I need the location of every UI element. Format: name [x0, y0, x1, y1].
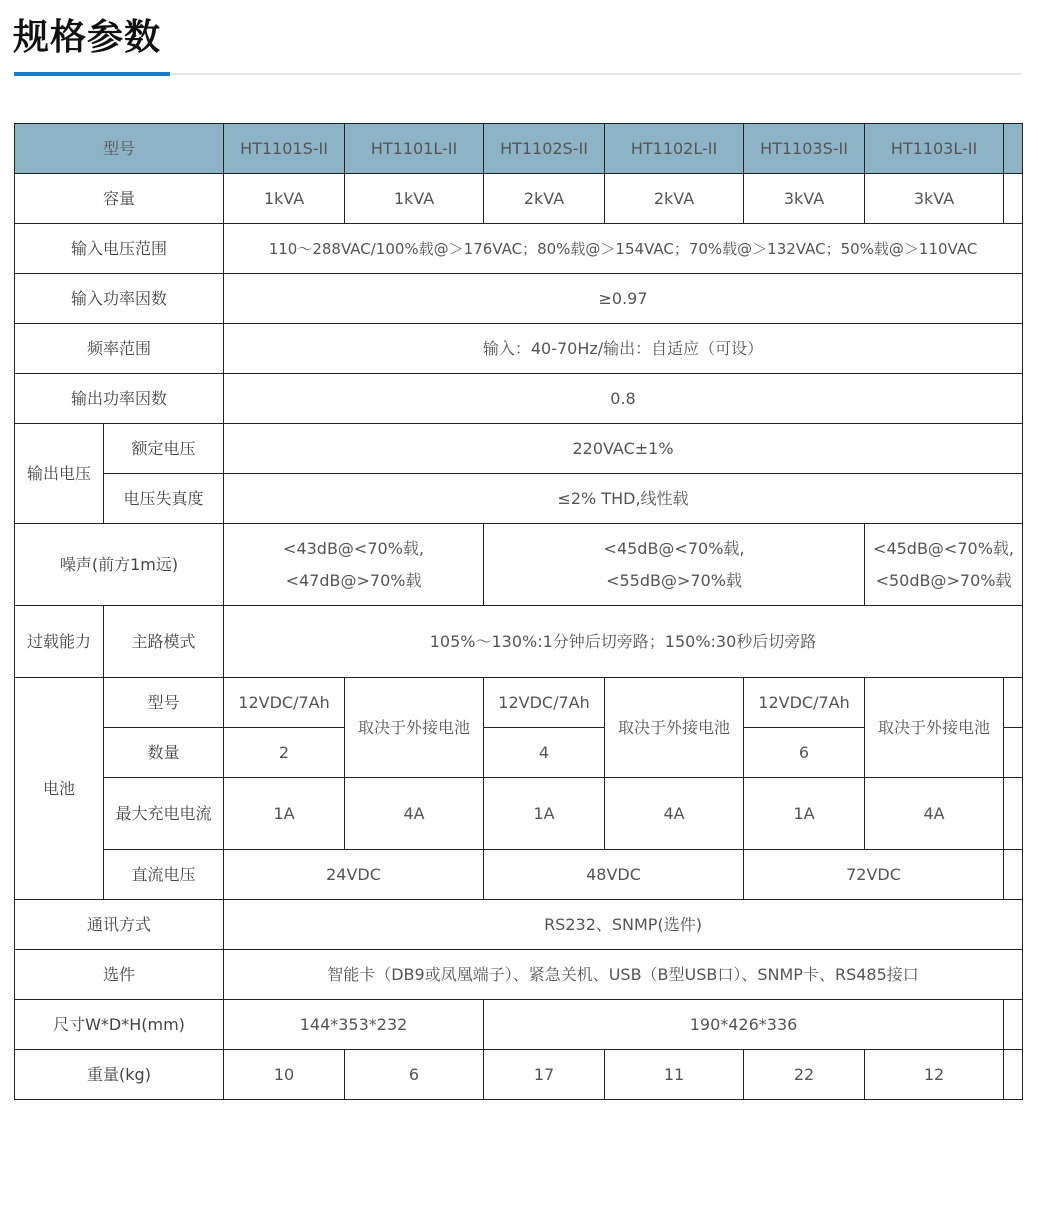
noise-cell	[224, 524, 484, 606]
noise-cell	[865, 524, 1023, 606]
size-cell: 144*353*232	[224, 1000, 484, 1050]
table-row	[15, 424, 1023, 474]
table-row	[15, 524, 1023, 606]
table-row	[15, 174, 1023, 224]
capacity-cell: 3kVA	[744, 174, 865, 224]
page-title: 规格参数	[13, 17, 162, 58]
row-label: 额定电压	[104, 424, 224, 474]
row-label: 直流电压	[104, 850, 224, 900]
row-group-label: 过载能力	[15, 606, 104, 678]
weight-cell: 10	[224, 1050, 345, 1100]
battery-qty-cell: 2	[224, 728, 345, 778]
spacer-cell	[1004, 1050, 1023, 1100]
row-label: 噪声(前方1m远)	[15, 524, 224, 606]
model-header: HT1101L-II	[345, 124, 484, 174]
noise-line: <43dB@<70%载,	[283, 538, 424, 558]
capacity-cell: 3kVA	[865, 174, 1004, 224]
table-row	[15, 606, 1023, 678]
row-label: 输出功率因数	[15, 374, 224, 424]
row-label: 主路模式	[104, 606, 224, 678]
capacity-cell: 2kVA	[605, 174, 744, 224]
charge-cell: 1A	[484, 778, 605, 850]
charge-cell: 4A	[605, 778, 744, 850]
weight-cell: 6	[345, 1050, 484, 1100]
output-pf-value: 0.8	[224, 374, 1023, 424]
table-row	[15, 778, 1023, 850]
battery-external-cell: 取决于外接电池	[865, 678, 1004, 778]
noise-line: <55dB@>70%载	[606, 570, 742, 590]
table-row	[15, 324, 1023, 374]
charge-cell: 1A	[224, 778, 345, 850]
row-group-label: 电池	[15, 678, 104, 900]
table-row	[15, 274, 1023, 324]
row-label: 最大充电电流	[104, 778, 224, 850]
spacer-cell	[1004, 850, 1023, 900]
dc-voltage-cell: 72VDC	[744, 850, 1004, 900]
header-model-label: 型号	[15, 124, 224, 174]
comm-value: RS232、SNMP(选件)	[224, 900, 1023, 950]
noise-line: <45dB@<70%载,	[873, 538, 1014, 558]
table-row	[15, 474, 1023, 524]
noise-line: <45dB@<70%载,	[603, 538, 745, 558]
model-header: HT1102S-II	[484, 124, 605, 174]
row-label: 尺寸W*D*H(mm)	[15, 1000, 224, 1050]
row-label: 输入电压范围	[15, 224, 224, 274]
title-accent-bar	[14, 72, 170, 76]
spacer-cell	[1004, 1000, 1023, 1050]
battery-type-cell: 12VDC/7Ah	[484, 678, 605, 728]
header-spacer	[1004, 124, 1023, 174]
spacer-cell	[1004, 174, 1023, 224]
row-label: 重量(kg)	[15, 1050, 224, 1100]
spacer-cell	[1004, 778, 1023, 850]
noise-cell	[484, 524, 865, 606]
spacer-cell	[1004, 728, 1023, 778]
battery-external-cell: 取决于外接电池	[605, 678, 744, 778]
spec-table	[14, 123, 1023, 1100]
weight-cell: 11	[605, 1050, 744, 1100]
capacity-cell: 1kVA	[224, 174, 345, 224]
size-cell: 190*426*336	[484, 1000, 1004, 1050]
noise-line: <47dB@>70%载	[285, 570, 422, 590]
dc-voltage-cell: 48VDC	[484, 850, 744, 900]
charge-cell: 4A	[865, 778, 1004, 850]
table-row	[15, 900, 1023, 950]
capacity-cell: 2kVA	[484, 174, 605, 224]
spacer-cell	[1004, 678, 1023, 728]
row-label: 频率范围	[15, 324, 224, 374]
row-label: 电压失真度	[104, 474, 224, 524]
row-label: 输入功率因数	[15, 274, 224, 324]
table-row	[15, 1050, 1023, 1100]
frequency-value: 输入：40-70Hz/输出：自适应（可设）	[224, 324, 1023, 374]
noise-line: <50dB@>70%载	[875, 570, 1012, 590]
row-label: 通讯方式	[15, 900, 224, 950]
battery-type-cell: 12VDC/7Ah	[744, 678, 865, 728]
table-row	[15, 950, 1023, 1000]
thd-value: ≤2% THD,线性载	[224, 474, 1023, 524]
input-voltage-value: 110～288VAC/100%载@＞176VAC；80%载@＞154VAC；70%载@＞132VAC；50%载@＞110VAC	[224, 224, 1023, 274]
row-label: 容量	[15, 174, 224, 224]
weight-cell: 17	[484, 1050, 605, 1100]
charge-cell: 4A	[345, 778, 484, 850]
battery-type-cell: 12VDC/7Ah	[224, 678, 345, 728]
table-row	[15, 374, 1023, 424]
row-label: 数量	[104, 728, 224, 778]
model-header: HT1102L-II	[605, 124, 744, 174]
dc-voltage-cell: 24VDC	[224, 850, 484, 900]
model-header: HT1101S-II	[224, 124, 345, 174]
model-header: HT1103L-II	[865, 124, 1004, 174]
weight-cell: 22	[744, 1050, 865, 1100]
capacity-cell: 1kVA	[345, 174, 484, 224]
row-label: 型号	[104, 678, 224, 728]
table-header-row	[15, 124, 1023, 174]
rated-voltage-value: 220VAC±1%	[224, 424, 1023, 474]
overload-value: 105%～130%:1分钟后切旁路；150%:30秒后切旁路	[224, 606, 1023, 678]
row-group-label: 输出电压	[15, 424, 104, 524]
model-header: HT1103S-II	[744, 124, 865, 174]
battery-external-cell: 取决于外接电池	[345, 678, 484, 778]
table-row	[15, 224, 1023, 274]
table-row	[15, 678, 1023, 728]
battery-qty-cell: 6	[744, 728, 865, 778]
weight-cell: 12	[865, 1050, 1004, 1100]
row-label: 选件	[15, 950, 224, 1000]
table-row	[15, 850, 1023, 900]
table-row	[15, 1000, 1023, 1050]
input-pf-value: ≥0.97	[224, 274, 1023, 324]
battery-qty-cell: 4	[484, 728, 605, 778]
options-value: 智能卡（DB9或凤凰端子）、紧急关机、USB（B型USB口）、SNMP卡、RS485接口	[224, 950, 1023, 1000]
charge-cell: 1A	[744, 778, 865, 850]
